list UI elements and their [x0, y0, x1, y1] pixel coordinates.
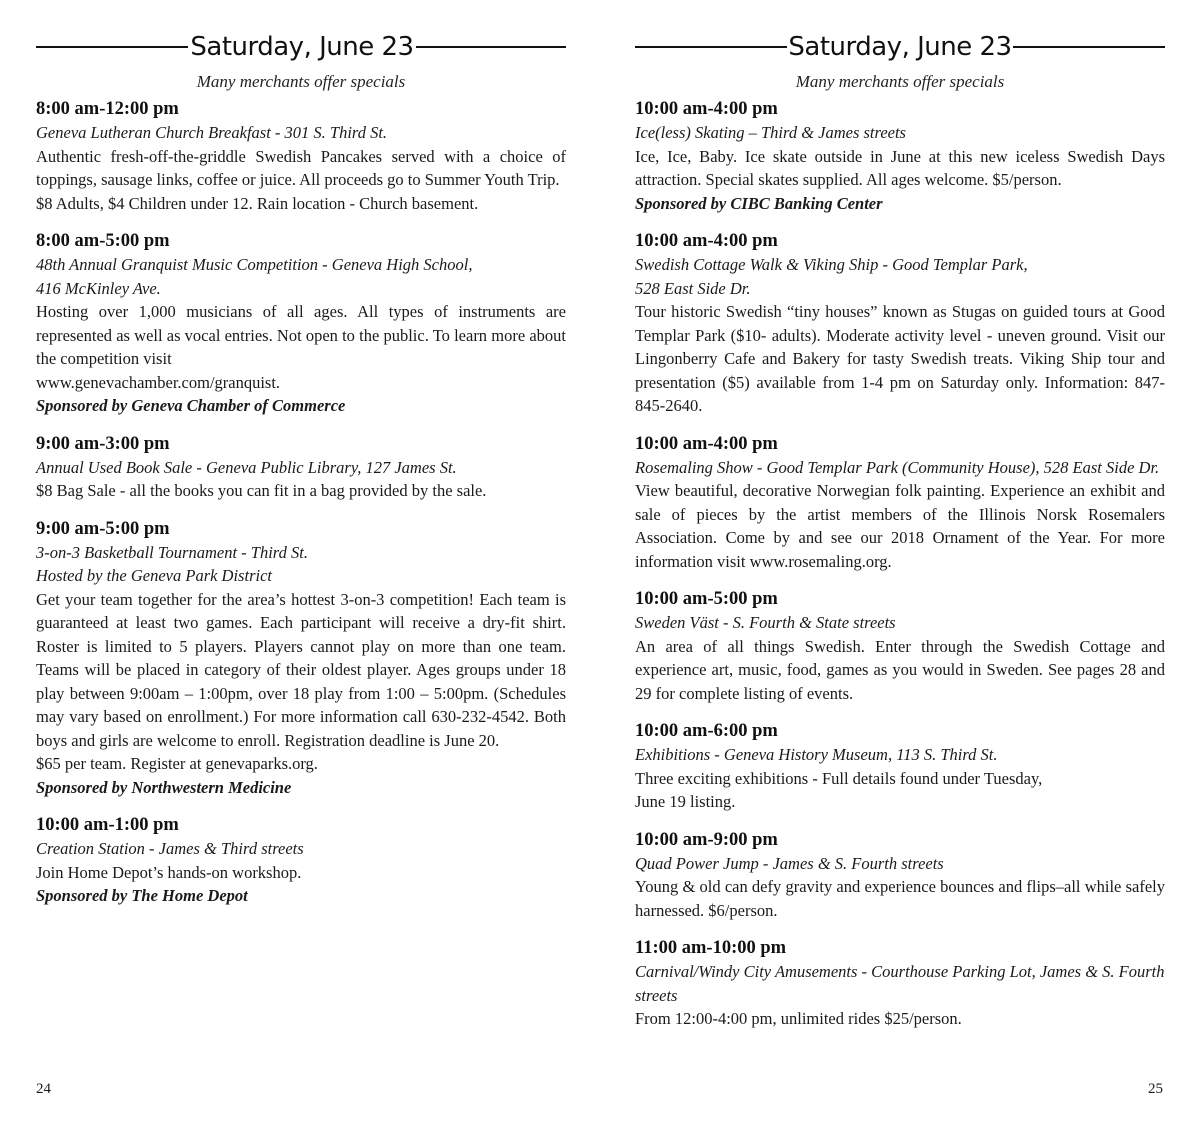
event-item	[36, 98, 566, 215]
event-list	[635, 98, 1165, 1031]
page-number-left: 24	[36, 1081, 51, 1097]
page-number-right: 25	[1148, 1081, 1163, 1097]
event-time: 10:00 am-1:00 pm	[36, 815, 179, 835]
event-time: 10:00 am-4:00 pm	[635, 231, 778, 251]
event-description: View beautiful, decorative Norwegian folk painting. Experience an exhibit and sale of pieces by the artist members of the Illinois Norsk Rosemalers Association. Come by and see our 2018 Ornament of the Year. For more information visit www.rosemaling.org.	[635, 481, 1165, 571]
event-time: 10:00 am-9:00 pm	[635, 829, 778, 850]
event-description: Hosting over 1,000 musicians of all ages. All types of instruments are represented as well as vocal entries. Not open to the public. To learn more about the competition visit	[36, 302, 566, 368]
event-location: Sweden Väst - S. Fourth & State streets	[635, 613, 896, 632]
event-description: www.genevachamber.com/granquist.	[36, 372, 281, 392]
event-item	[635, 230, 1165, 418]
header-rule-right	[1013, 46, 1165, 48]
event-item	[635, 720, 1165, 814]
event-description: Three exciting exhibitions - Full details found under Tuesday,	[635, 768, 1043, 788]
page-title: Saturday, June 23	[190, 32, 414, 62]
event-sponsor: Sponsored by Geneva Chamber of Commerce	[36, 396, 346, 415]
header-rule-left	[36, 46, 188, 48]
event-location: 3-on-3 Basketball Tournament - Third St.	[36, 542, 308, 562]
event-location: Rosemaling Show - Good Templar Park (Community House), 528 East Side Dr.	[635, 457, 1160, 477]
event-description: Ice, Ice, Baby. Ice skate outside in June at this new iceless Swedish Days attraction. Special skates supplied. All ages welcome. $5/person.	[635, 146, 1165, 189]
event-description: Get your team together for the area’s hottest 3-on-3 competition! Each team is guaranteed at least two games. Each participant will receive a dry-fit shirt. Roster is limited to 5 players. Players cannot play on more than one team. Teams will be placed in category of their oldest player. Ages groups under 18 play between 9:00am – 1:00pm, over 18 play from 1:00 – 5:00pm. (Schedules may vary based on enrollment.) For more information call 630-232-4542. Both boys and girls are welcome to enroll. Registration deadline is June 20.	[36, 589, 566, 750]
event-description: Young & old can defy gravity and experience bounces and flips–all while safely harnessed. $6/person.	[635, 877, 1165, 920]
page-title: Saturday, June 23	[788, 32, 1012, 62]
event-time: 8:00 am-5:00 pm	[36, 231, 170, 251]
event-location: Swedish Cottage Walk & Viking Ship - Good Templar Park,	[635, 255, 1028, 274]
event-sponsor: Sponsored by The Home Depot	[36, 886, 248, 905]
event-time: 8:00 am-12:00 pm	[36, 99, 179, 119]
event-location: 528 East Side Dr.	[635, 278, 751, 298]
event-description: June 19 listing.	[635, 792, 736, 811]
header-rule-left	[635, 46, 787, 48]
event-item	[36, 230, 566, 418]
event-location: Annual Used Book Sale - Geneva Public Library, 127 James St.	[36, 457, 457, 477]
event-item	[36, 814, 566, 908]
event-sponsor: Sponsored by Northwestern Medicine	[36, 777, 292, 797]
event-location: Quad Power Jump - James & S. Fourth streets	[635, 853, 944, 873]
event-time: 10:00 am-5:00 pm	[635, 589, 778, 609]
event-sponsor: Sponsored by CIBC Banking Center	[635, 193, 883, 213]
left-page	[36, 0, 566, 923]
event-location: Ice(less) Skating – Third & James streets	[635, 123, 906, 142]
page-header	[36, 0, 566, 64]
event-time: 10:00 am-6:00 pm	[635, 721, 778, 741]
event-item	[635, 829, 1165, 923]
event-location: Carnival/Windy City Amusements - Courthouse Parking Lot, James & S. Fourth streets	[635, 962, 1165, 1005]
event-time: 9:00 am-3:00 pm	[36, 433, 170, 454]
header-rule-right	[416, 46, 566, 48]
event-location: Creation Station - James & Third streets	[36, 839, 304, 858]
event-description: An area of all things Swedish. Enter through the Swedish Cottage and experience art, music, food, games as you would in Sweden. See pages 28 and 29 for complete listing of events.	[635, 636, 1165, 703]
event-location: 416 McKinley Ave.	[36, 278, 161, 298]
page-subtitle: Many merchants offer specials	[196, 72, 406, 91]
event-time: 9:00 am-5:00 pm	[36, 518, 170, 539]
event-list	[36, 98, 566, 908]
event-location: 48th Annual Granquist Music Competition - Geneva High School,	[36, 255, 473, 274]
event-item	[635, 98, 1165, 215]
event-item	[635, 433, 1165, 574]
page-header	[635, 0, 1165, 64]
event-location: Hosted by the Geneva Park District	[36, 566, 272, 585]
event-item	[635, 588, 1165, 705]
event-time: 10:00 am-4:00 pm	[635, 433, 778, 454]
event-item	[36, 518, 566, 800]
event-location: Exhibitions - Geneva History Museum, 113 S. Third St.	[635, 745, 998, 764]
event-description: Tour historic Swedish “tiny houses” known as Stugas on guided tours at Good Templar Park ($10- adults). Moderate activity level - uneven ground. Visit our Lingonberry Cafe and Bakery for tasty Swedish treats. Viking Ship tour and presentation ($5) available from 1-4 pm on Saturday only. Information: 847-845-2640.	[635, 302, 1165, 415]
event-description: Join Home Depot’s hands-on workshop.	[36, 862, 302, 882]
event-location: Geneva Lutheran Church Breakfast - 301 S. Third St.	[36, 123, 388, 142]
event-description: Authentic fresh-off-the-griddle Swedish Pancakes served with a choice of toppings, sausage links, coffee or juice. All proceeds go to Summer Youth Trip.	[36, 146, 566, 189]
event-description: From 12:00-4:00 pm, unlimited rides $25/person.	[635, 1009, 962, 1028]
page-subtitle: Many merchants offer specials	[795, 72, 1005, 91]
right-page	[635, 0, 1165, 1046]
event-time: 11:00 am-10:00 pm	[635, 938, 787, 958]
event-time: 10:00 am-4:00 pm	[635, 99, 778, 119]
event-item	[36, 433, 566, 503]
event-description: $65 per team. Register at genevaparks.org.	[36, 754, 318, 773]
event-description: $8 Adults, $4 Children under 12. Rain location - Church basement.	[36, 193, 479, 213]
event-item	[635, 937, 1165, 1031]
event-description: $8 Bag Sale - all the books you can fit in a bag provided by the sale.	[36, 481, 487, 500]
